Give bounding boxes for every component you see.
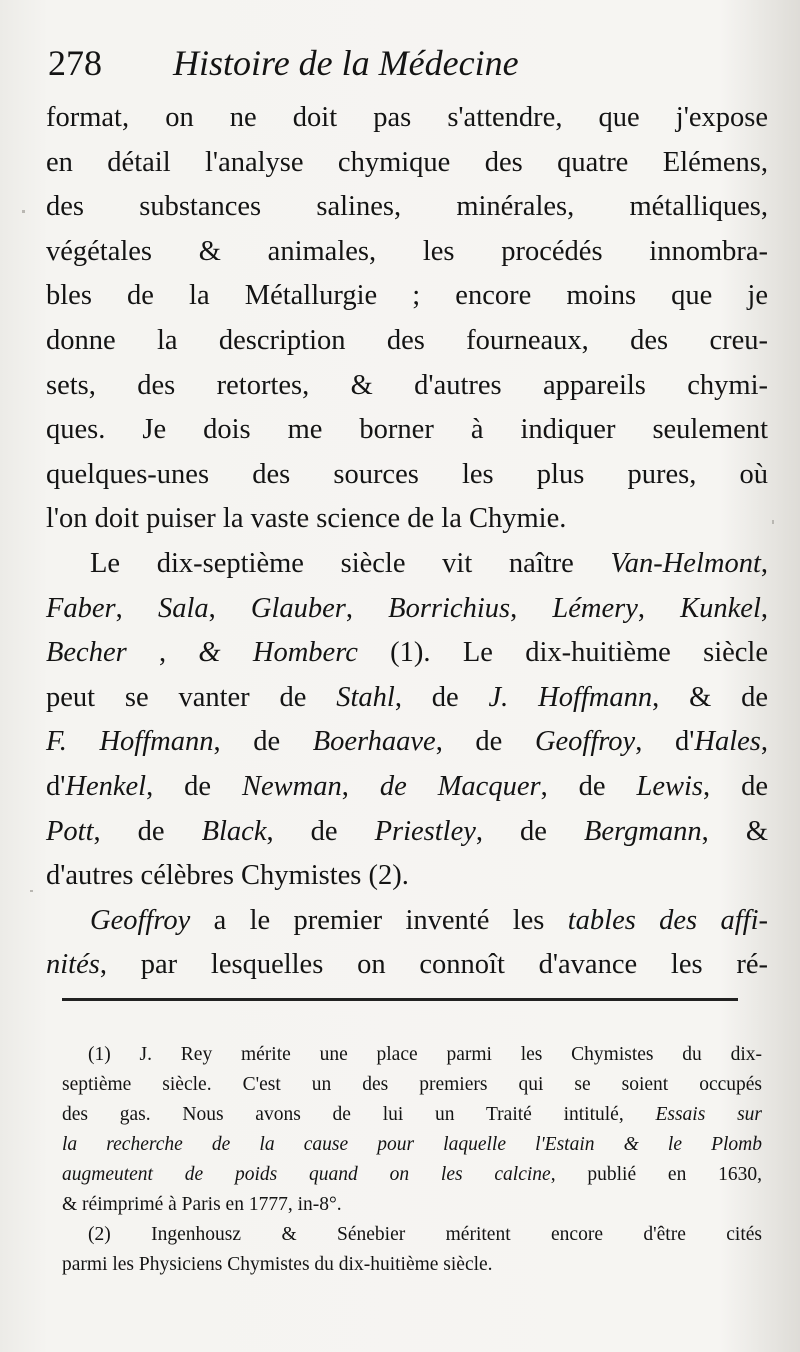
text-run: , <box>760 592 768 624</box>
text-run: quelques-unes des sources les plus pures, où <box>46 458 768 490</box>
italic-text-run: Essais sur <box>655 1104 762 1125</box>
text-run: , de <box>703 770 769 802</box>
footnote-separator-rule <box>62 998 738 1001</box>
text-run: , & de <box>652 681 768 713</box>
italic-text-run: & <box>198 637 221 669</box>
footnote-line <box>62 1220 762 1250</box>
italic-text-run: Hales <box>694 726 761 758</box>
text-run: , de <box>435 726 535 758</box>
italic-text-run: nités <box>46 949 100 981</box>
italic-text-run: F. Hoffmann <box>46 726 214 758</box>
text-run: septième siècle. C'est un des premiers qui se soient occupés <box>62 1074 762 1095</box>
italic-text-run: Kunkel <box>680 592 761 624</box>
text-line <box>46 185 768 230</box>
italic-text-run: Priestley <box>374 815 476 847</box>
text-run: bles de la Métallurgie ; encore moins que je <box>46 280 768 312</box>
text-run: , de <box>475 815 584 847</box>
text-line <box>46 720 768 765</box>
text-run: , de <box>146 770 243 802</box>
italic-text-run: Henkel <box>65 770 147 802</box>
text-run: , <box>345 592 389 624</box>
text-run: parmi les Physiciens Chymistes du dix-huitième siècle. <box>62 1254 493 1275</box>
text-run: a le premier inventé les <box>190 904 568 936</box>
text-run: , de <box>213 726 313 758</box>
italic-text-run: tables des affi- <box>567 904 768 936</box>
text-line <box>46 810 768 855</box>
footnotes-block <box>62 1040 762 1280</box>
text-run: Le dix-septième siècle vit naître <box>90 547 611 579</box>
italic-text-run: Borrichius <box>388 592 511 624</box>
footnote-line <box>62 1040 762 1070</box>
footnote-line <box>62 1070 762 1100</box>
text-run: des substances salines, minérales, métalliques, <box>46 191 768 223</box>
text-run: , de <box>266 815 375 847</box>
text-run: , publié en 1630, <box>550 1164 762 1185</box>
text-run: , de <box>93 815 202 847</box>
text-line <box>46 631 768 676</box>
text-run: & réimprimé à Paris en 1777, in-8°. <box>62 1194 342 1215</box>
text-run: , par lesquelles on connoît d'avance les ré- <box>99 949 768 981</box>
text-line <box>46 408 768 453</box>
text-run: , <box>510 592 553 624</box>
footnote-line <box>62 1160 762 1190</box>
italic-text-run: de Macquer <box>379 770 541 802</box>
italic-text-run: Becher <box>46 637 127 669</box>
text-run: peut se vanter de <box>46 681 337 713</box>
text-run: l'on doit puiser la vaste science de la Chymie. <box>46 503 567 535</box>
text-line <box>46 676 768 721</box>
text-line <box>46 765 768 810</box>
text-run: format, on ne doit pas s'attendre, que j'expose <box>46 102 768 133</box>
italic-text-run: Geoffroy <box>90 904 191 936</box>
footnote-line <box>62 1130 762 1160</box>
footnote-line <box>62 1100 762 1130</box>
text-run <box>221 637 253 668</box>
text-run: (2) Ingenhousz & Sénebier méritent encore d'être cités <box>88 1224 762 1245</box>
text-line <box>46 274 768 319</box>
text-run: (1). Le dix-huitième siècle <box>357 637 768 669</box>
text-line <box>46 943 768 988</box>
text-run: , & <box>701 815 768 847</box>
text-run: (1) J. Rey mérite une place parmi les Chymistes du dix- <box>88 1044 762 1065</box>
text-run: , d' <box>635 726 695 758</box>
text-run: en détail l'analyse chymique des quatre Elémens, <box>46 146 768 178</box>
page-number: 278 <box>48 43 102 83</box>
text-line <box>46 230 768 275</box>
italic-text-run: J. Hoffmann <box>488 681 653 713</box>
text-run: , <box>760 726 768 758</box>
text-run: d' <box>46 770 66 802</box>
italic-text-run: Van-Helmont <box>610 547 761 579</box>
italic-text-run: Geoffroy <box>534 726 636 758</box>
text-line <box>46 497 768 542</box>
text-run: végétales & animales, les procédés innombra- <box>46 235 768 267</box>
italic-text-run: Boerhaave <box>312 726 436 758</box>
italic-text-run: la recherche de la cause pour laquelle l'Estain & le Plomb <box>62 1134 762 1155</box>
text-run: , <box>341 770 380 802</box>
page-header <box>48 40 768 86</box>
text-run: , <box>760 547 768 579</box>
text-line <box>46 364 768 409</box>
italic-text-run: Lewis <box>636 770 704 802</box>
italic-text-run: Homberc <box>252 637 358 669</box>
paper-speck <box>22 210 25 213</box>
text-line <box>46 453 768 498</box>
text-run: , <box>637 592 681 624</box>
text-line <box>46 854 768 899</box>
text-run: sets, des retortes, & d'autres appareils chymi- <box>46 369 768 401</box>
italic-text-run: Faber <box>46 592 116 624</box>
text-run: , <box>208 592 251 624</box>
text-run: des gas. Nous avons de lui un Traité intitulé, <box>62 1104 656 1125</box>
italic-text-run: Glauber <box>250 592 346 624</box>
text-run: , <box>126 637 199 669</box>
text-line <box>46 141 768 186</box>
footnote-line <box>62 1250 762 1280</box>
italic-text-run: Pott <box>46 815 94 847</box>
italic-text-run: Black <box>201 815 267 847</box>
running-title: Histoire de la Médecine <box>173 43 519 83</box>
italic-text-run: Bergmann <box>583 815 702 847</box>
italic-text-run: Sala <box>157 592 209 624</box>
text-line <box>46 542 768 587</box>
text-run: d'autres célèbres Chymistes (2). <box>46 860 409 892</box>
text-run: donne la description des fourneaux, des creu- <box>46 324 768 356</box>
text-run: , <box>115 592 158 624</box>
footnote-line <box>62 1190 762 1220</box>
text-line <box>46 899 768 944</box>
italic-text-run: Newman <box>242 770 342 802</box>
italic-text-run: Stahl <box>336 681 395 713</box>
text-run: , de <box>394 681 489 713</box>
italic-text-run: Lémery <box>552 592 638 624</box>
text-run: , de <box>540 770 637 802</box>
text-line <box>46 587 768 632</box>
paper-speck <box>772 520 774 524</box>
main-text-block <box>46 96 768 988</box>
text-line <box>46 96 768 141</box>
text-line <box>46 319 768 364</box>
text-run: ques. Je dois me borner à indiquer seulement <box>46 414 768 446</box>
italic-text-run: augmeutent de poids quand on les calcine <box>62 1164 551 1185</box>
paper-speck <box>30 890 33 892</box>
